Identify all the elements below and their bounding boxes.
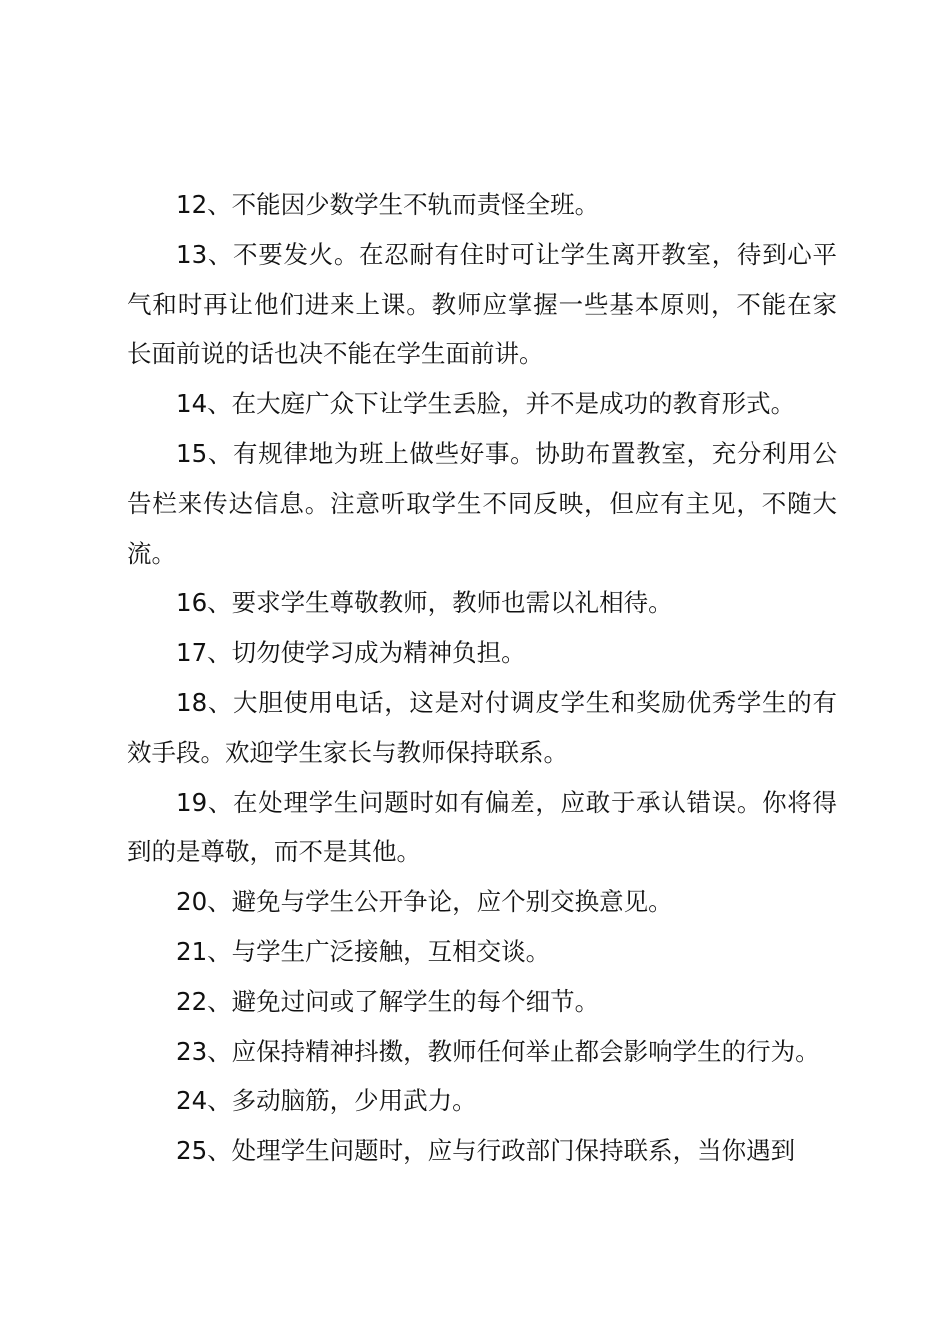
paragraph-item-16: 16、要求学生尊敬教师，教师也需以礼相待。 <box>176 588 673 618</box>
paragraph-item-22: 22、避免过问或了解学生的每个细节。 <box>176 986 600 1016</box>
paragraph-item-24: 24、多动脑筋，少用武力。 <box>176 1086 477 1116</box>
paragraph-item-25: 25、处理学生问题时，应与行政部门保持联系，当你遇到 <box>176 1136 796 1166</box>
paragraph-item-23: 23、应保持精神抖擞，教师任何举止都会影响学生的行为。 <box>176 1036 820 1066</box>
paragraph-item-18: 18、大胆使用电话，这是对付调皮学生和奖励优秀学生的有效手段。欢迎学生家长与教师保持联系。 <box>127 687 837 767</box>
paragraph-item-13: 13、不要发火。在忍耐有住时可让学生离开教室，待到心平气和时再让他们进来上课。教师应掌握一些基本原则，不能在家长面前说的话也决不能在学生面前讲。 <box>127 239 837 369</box>
paragraph-item-17: 17、切勿使学习成为精神负担。 <box>176 638 526 668</box>
paragraph-item-21: 21、与学生广泛接触，互相交谈。 <box>176 936 551 966</box>
paragraph-item-12: 12、不能因少数学生不轨而责怪全班。 <box>176 190 600 219</box>
paragraph-item-15: 15、有规律地为班上做些好事。协助布置教室，充分利用公告栏来传达信息。注意听取学生不同反映，但应有主见，不随大流。 <box>127 438 837 568</box>
paragraph-item-19: 19、在处理学生问题时如有偏差，应敢于承认错误。你将得到的是尊敬，而不是其他。 <box>127 787 837 867</box>
document-body <box>127 180 837 1176</box>
paragraph-item-20: 20、避免与学生公开争论，应个别交换意见。 <box>176 887 673 917</box>
paragraph-item-14: 14、在大庭广众下让学生丢脸，并不是成功的教育形式。 <box>176 389 796 419</box>
